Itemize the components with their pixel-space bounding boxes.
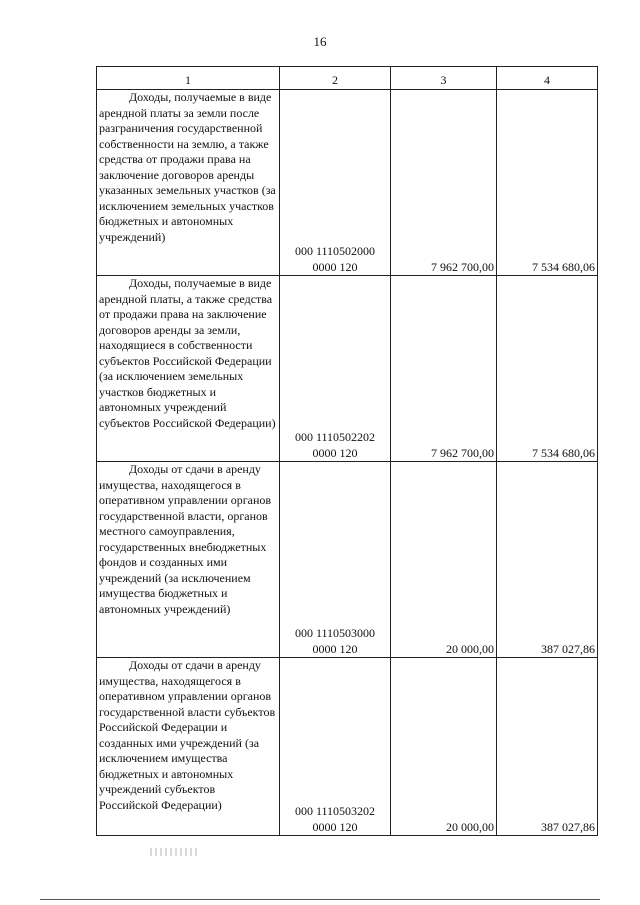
table-row — [97, 658, 598, 836]
income-code-cell: 000 1110503202 0000 120 — [280, 658, 391, 836]
income-name: Доходы, получаемые в виде арендной платы, а также средства от продажи права на заключение договоров аренды за земли, находящиеся в собственности субъектов Российской Федерации (за исключением земельных участков бюджетных и автономных учреждений субъектов Российской Федерации) — [99, 276, 276, 430]
table-row — [97, 90, 598, 276]
income-name-cell — [97, 462, 280, 658]
income-name: Доходы от сдачи в аренду имущества, находящегося в оперативном управлении органов государственной власти, органов местного самоуправления, государственных внебюджетных фондов и созданных ими учреждений (за исключением имущества бюджетных и автономных учреждений) — [99, 462, 272, 616]
income-name: Доходы, получаемые в виде арендной платы за земли после разграничения государственной собственности на землю, а также средства от продажи права на заключение договоров аренды указанных земельных участков (за исключением земельных участков бюджетных и автономных учреждений) — [99, 90, 276, 244]
column-header-1: 1 — [97, 67, 280, 90]
value-col3-cell: 7 962 700,00 — [391, 90, 497, 276]
income-code-cell: 000 1110503000 0000 120 — [280, 462, 391, 658]
income-name-cell — [97, 276, 280, 462]
value-col3-cell: 20 000,00 — [391, 462, 497, 658]
value-col4-cell: 387 027,86 — [497, 462, 598, 658]
budget-income-table — [96, 66, 598, 836]
column-header-2: 2 — [280, 67, 391, 90]
table-row — [97, 276, 598, 462]
table-header-row — [97, 67, 598, 90]
table-row — [97, 462, 598, 658]
income-name-cell — [97, 658, 280, 836]
scan-artifact — [150, 848, 200, 856]
income-name-cell — [97, 90, 280, 276]
income-code-cell: 000 1110502000 0000 120 — [280, 90, 391, 276]
income-code-cell: 000 1110502202 0000 120 — [280, 276, 391, 462]
page-bottom-line — [40, 899, 600, 900]
page-number: 16 — [313, 34, 327, 49]
value-col4-cell: 7 534 680,06 — [497, 276, 598, 462]
value-col4-cell: 7 534 680,06 — [497, 90, 598, 276]
column-header-3: 3 — [391, 67, 497, 90]
value-col4-cell: 387 027,86 — [497, 658, 598, 836]
income-name: Доходы от сдачи в аренду имущества, находящегося в оперативном управлении органов государственной власти субъектов Российской Федерации и созданных ими учреждений (за исключением имущества бюджетных и автономных учреждений субъектов Российской Федерации) — [99, 658, 276, 812]
value-col3-cell: 7 962 700,00 — [391, 276, 497, 462]
column-header-4: 4 — [497, 67, 598, 90]
value-col3-cell: 20 000,00 — [391, 658, 497, 836]
